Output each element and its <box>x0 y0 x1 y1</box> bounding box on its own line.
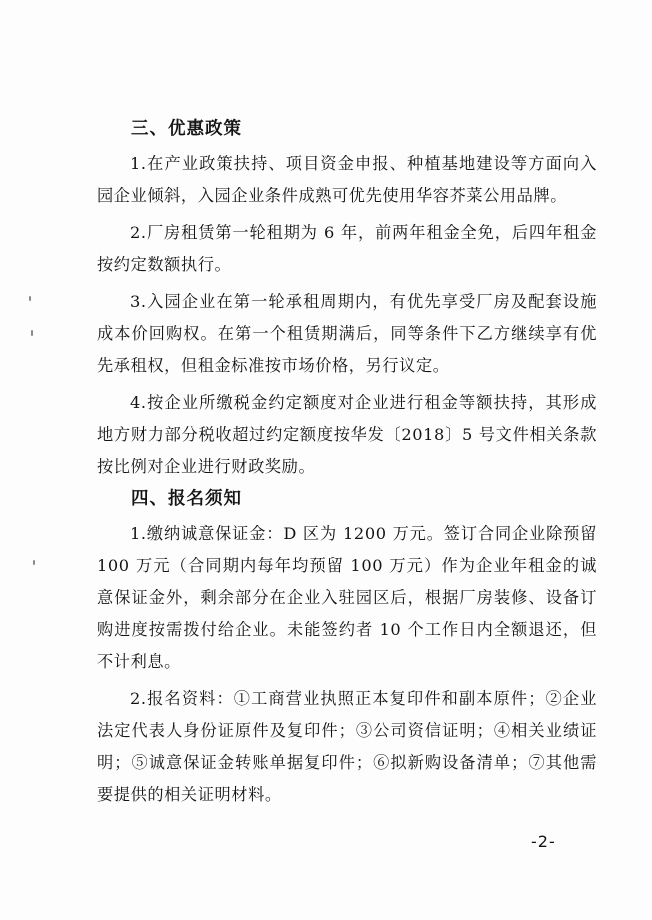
registration-paragraph-2: 2.报名资料：①工商营业执照正本复印件和副本原件；②企业法定代表人身份证原件及复印件；③公司资信证明；④相关业绩证明；⑤诚意保证金转账单据复印件；⑥拟新购设备清单；⑦其他需要提供的相关证明材料。 <box>97 689 597 804</box>
page-number: -2- <box>531 832 556 851</box>
scan-mark <box>29 296 31 301</box>
scan-mark <box>33 560 35 565</box>
policy-paragraph-2: 2.厂房租赁第一轮租期为 6 年，前两年租金全免，后四年租金按约定数额执行。 <box>97 223 597 274</box>
policy-paragraph-1: 1.在产业政策扶持、项目资金申报、种植基地建设等方面向入园企业倾斜，入园企业条件成熟可优先使用华容芥菜公用品牌。 <box>97 154 597 205</box>
document-body <box>97 113 597 811</box>
scan-mark <box>31 330 33 336</box>
registration-paragraph-1: 1.缴纳诚意保证金：D 区为 1200 万元。签订合同企业除预留 100 万元（合同期内每年均预留 100 万元）作为企业年租金的诚意保证金外，剩余部分在企业入驻园区后，根据厂房装修、设备订购进度按需拨付给企业。未能签约者 10 个工作日内全额退还，但不计利息。 <box>97 524 597 671</box>
policy-paragraph-3: 3.入园企业在第一轮承租周期内，有优先享受厂房及配套设施成本价回购权。在第一个租赁期满后，同等条件下乙方继续享有优先承租权，但租金标准按市场价格，另行议定。 <box>97 292 597 375</box>
section-heading-preferential-policies: 三、优惠政策 <box>131 119 242 139</box>
section-heading-registration-notice: 四、报名须知 <box>131 489 242 509</box>
policy-paragraph-4: 4.按企业所缴税金约定额度对企业进行租金等额扶持，其形成地方财力部分税收超过约定额度按华发〔2018〕5 号文件相关条款按比例对企业进行财政奖励。 <box>97 393 597 476</box>
